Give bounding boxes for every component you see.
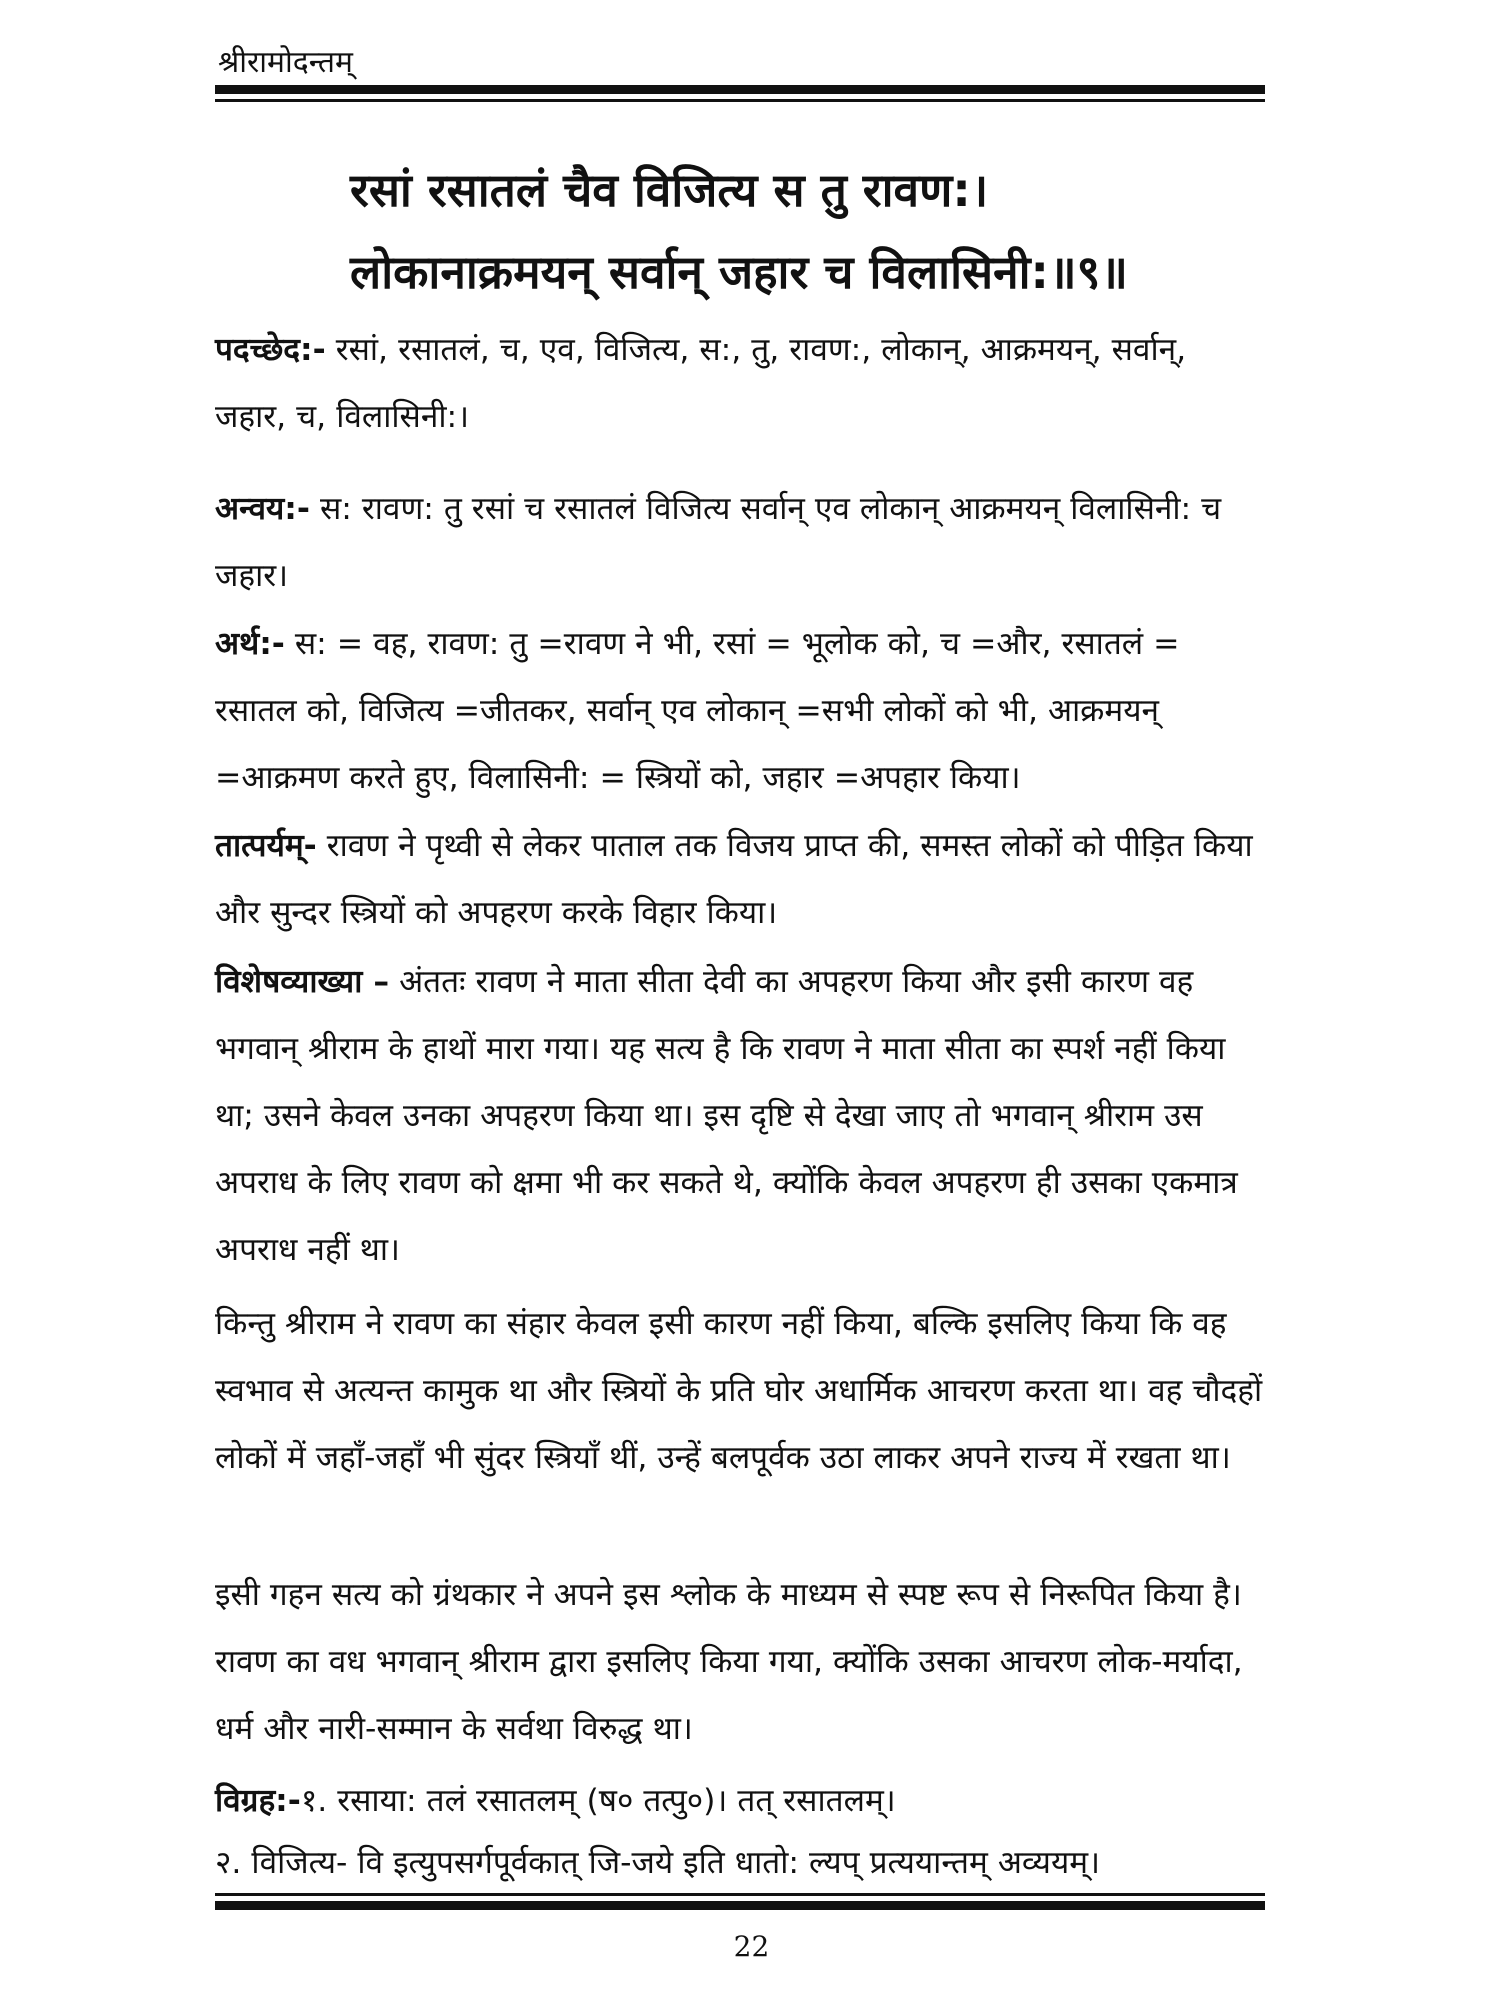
page-number: 22 (733, 1930, 770, 1963)
vigraha-line-2: २. विजित्य- वि इत्युपसर्गपूर्वकात् जि-जये इति धातो: ल्यप् प्रत्ययान्तम् अव्ययम्। (215, 1845, 1101, 1881)
verse-line-1: रसां रसातलं चैव विजित्य स तु रावण:। (350, 163, 989, 217)
tatparya-label: तात्पर्यम्- (215, 828, 317, 864)
vigraha-label: विग्रह:- (215, 1783, 301, 1819)
visheshavyakhya-text: अंततः रावण ने माता सीता देवी का अपहरण किया और इसी कारण वह भगवान् श्रीराम के हाथों मारा गया। यह सत्य है कि रावण ने माता सीता का स्पर्श नहीं किया था; उसने केवल उनका अपहरण किया था। इस दृष्टि से देखा जाए तो भगवान् श्रीराम उस अपराध के लिए रावण को क्षमा भी कर सकते थे, क्योंकि केवल अपहरण ही उसका एकमात्र अपराध नहीं था। (215, 964, 1238, 1268)
artha-label: अर्थ:- (215, 626, 285, 662)
running-header: श्रीरामोदन्तम् (218, 45, 353, 80)
padaccheda-text: रसां, रसातलं, च, एव, विजित्य, स:, तु, रावण:, लोकान्, आक्रमयन्, सर्वान्, जहार, च, विलासिनी:। (215, 332, 1187, 435)
vigraha-paragraph (215, 1770, 1265, 1894)
verse-line-2: लोकानाक्रमयन् सर्वान् जहार च विलासिनी:॥९॥ (350, 245, 1128, 299)
explanation-paragraph-3: इसी गहन सत्य को ग्रंथकार ने अपने इस श्लोक के माध्यम से स्पष्ट रूप से निरूपित किया है। रावण का वध भगवान् श्रीराम द्वारा इसलिए किया गया, क्योंकि उसका आचरण लोक-मर्यादा, धर्म और नारी-सम्मान के सर्वथा विरुद्ध था। (215, 1577, 1243, 1747)
tatparya-text: रावण ने पृथ्वी से लेकर पाताल तक विजय प्राप्त की, समस्त लोकों को पीड़ित किया और सुन्दर स्त्रियों को अपहरण करके विहार किया। (215, 828, 1253, 931)
padaccheda-paragraph (215, 317, 1265, 451)
explanation-paragraph-2: किन्तु श्रीराम ने रावण का संहार केवल इसी कारण नहीं किया, बल्कि इसलिए किया कि वह स्वभाव से अत्यन्त कामुक था और स्त्रियों के प्रति घोर अधार्मिक आचरण करता था। वह चौदहों लोकों में जहाँ-जहाँ भी सुंदर स्त्रियाँ थीं, उन्हें बलपूर्वक उठा लाकर अपने राज्य में रखता था। (215, 1306, 1263, 1476)
tatparya-paragraph (215, 813, 1265, 947)
vigraha-line-1-text: १. रसाया: तलं रसातलम् (ष० तत्पु०)। तत् रसातलम्। (300, 1783, 896, 1819)
anvaya-paragraph (215, 476, 1265, 610)
artha-text: स: = वह, रावण: तु =रावण ने भी, रसां = भूलोक को, च =और, रसातलं = रसातल को, विजित्य =जीतकर, सर्वान् एव लोकान् =सभी लोकों को भी, आक्रमयन् =आक्रमण करते हुए, विलासिनी: = स्त्रियों को, जहार =अपहार किया। (215, 626, 1180, 796)
anvaya-text: स: रावण: तु रसां च रसातलं विजित्य सर्वान् एव लोकान् आक्रमयन् विलासिनी: च जहार। (215, 491, 1222, 594)
footer-rule (215, 1893, 1265, 1910)
padaccheda-label: पदच्छेद:- (215, 332, 326, 368)
vigraha-line-1 (215, 1770, 1265, 1832)
visheshavyakhya-paragraph (215, 949, 1265, 1284)
header-rule (215, 85, 1265, 102)
artha-paragraph (215, 611, 1265, 812)
anvaya-label: अन्वय:- (215, 491, 310, 527)
visheshavyakhya-label: विशेषव्याख्या – (215, 964, 390, 1000)
